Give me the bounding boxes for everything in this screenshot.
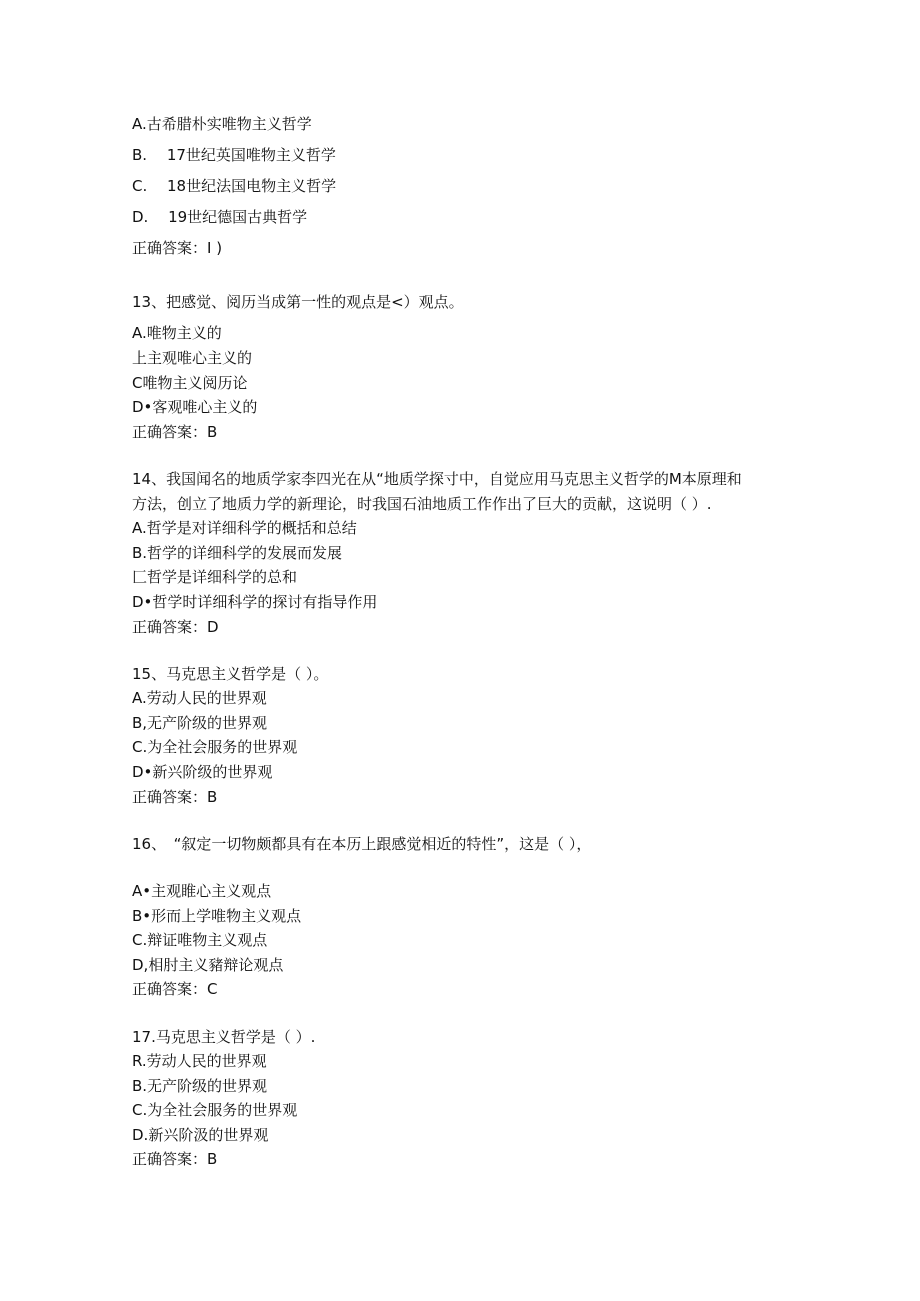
q13-answer: 正确答案：B [132, 423, 218, 441]
q14-option-d: D•哲学时详细科学的探讨有指导作用 [132, 593, 378, 611]
q14-option-a: A.哲学是对详细科学的概括和总结 [132, 519, 357, 537]
q12-option-c: C. 18世纪法国电物主义哲学 [132, 177, 337, 195]
q15-option-c: C.为全社会服务的世界观 [132, 738, 298, 756]
q14-option-c: 匚哲学是详细科学的总和 [132, 568, 298, 586]
q17-option-c: C.为全社会服务的世界观 [132, 1101, 298, 1119]
q16-answer: 正确答案：C [132, 980, 218, 998]
q16-option-d: D,相肘主义豬辩论观点 [132, 956, 284, 974]
q12-answer: 正确答案：I ) [132, 239, 223, 257]
q17-answer: 正确答案：B [132, 1150, 218, 1168]
q14-stem-line-1: 14、我国闻名的地质学家李四光在从“地质学探寸中，自觉应用马克思主义哲学的M本原理和 [132, 470, 742, 488]
q17-option-d: D.新兴阶汲的世界观 [132, 1126, 269, 1144]
q12-option-a: A.古希腊朴实唯物主义哲学 [132, 115, 312, 133]
q12-option-d: D. 19世纪德国古典哲学 [132, 208, 308, 226]
q17-option-b: B.无产阶级的世界观 [132, 1077, 268, 1095]
q12-option-b: B. 17世纪英国唯物主义哲学 [132, 146, 336, 164]
q15-answer: 正确答案：B [132, 788, 218, 806]
q13-option-b: 上主观唯心主义的 [132, 349, 253, 367]
q15-stem: 15、马克思主义哲学是（ ）。 [132, 665, 329, 683]
q15-option-a: A.劳动人民的世界观 [132, 689, 267, 707]
q14-stem-line-2: 方法，创立了地质力学的新理论，时我国石油地质工作作出了巨大的贡献，这说明（ ）. [132, 495, 712, 513]
q14-answer: 正确答案：D [132, 618, 219, 636]
q13-option-c: C唯物主义阅历论 [132, 374, 248, 392]
q15-option-d: D•新兴阶级的世界观 [132, 763, 273, 781]
q13-option-a: A.唯物主义的 [132, 324, 222, 342]
q16-stem: 16、 “叙定一切物颇都具有在本历上跟感觉相近的特性”，这是（ ）， [132, 835, 592, 853]
q14-option-b: B.哲学的详细科学的发展而发展 [132, 544, 343, 562]
q17-stem: 17.马克思主义哲学是（ ）. [132, 1028, 316, 1046]
q16-option-c: C.辩证唯物主义观点 [132, 931, 268, 949]
q16-option-b: B•形而上学唯物主义观点 [132, 907, 302, 925]
q13-stem: 13、把感觉、阅历当成第一性的观点是<）观点。 [132, 293, 464, 311]
q16-option-a: A•主观睢心主义观点 [132, 882, 272, 900]
q17-option-a: R.劳动人民的世界观 [132, 1052, 267, 1070]
q13-option-d: D•客观唯心主义的 [132, 398, 258, 416]
q15-option-b: B,无产阶级的世界观 [132, 714, 268, 732]
